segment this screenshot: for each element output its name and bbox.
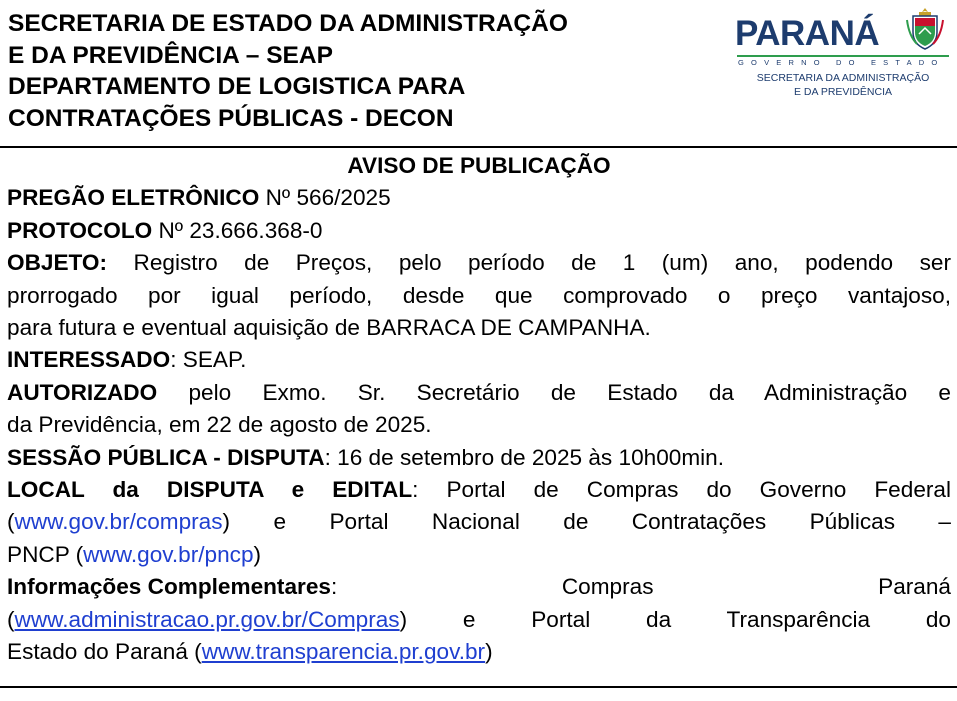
info-colon: : xyxy=(330,574,338,600)
interessado-value: : SEAP. xyxy=(170,347,247,373)
sessao-value: : 16 de setembro de 2025 às 10h00min. xyxy=(324,444,725,470)
info-line-3 xyxy=(7,636,951,668)
link-administracao-compras[interactable]: www.administracao.pr.gov.br/Compras xyxy=(14,606,400,632)
objeto-line-1 xyxy=(7,247,951,279)
parana-logo xyxy=(735,6,950,106)
link-gov-pncp[interactable]: www.gov.br/pncp xyxy=(83,541,254,567)
local-line-2 xyxy=(7,506,951,538)
logo-secretaria-line-1: SECRETARIA DA ADMINISTRAÇÃO xyxy=(756,72,930,84)
local-open-paren: ( xyxy=(7,509,15,535)
logo-wordmark: PARANÁ xyxy=(735,14,880,53)
info-label-group xyxy=(7,571,337,603)
notice-title: AVISO DE PUBLICAÇÃO xyxy=(347,153,611,178)
info-open-paren: ( xyxy=(7,606,15,632)
objeto-line-3: para futura e eventual aquisição de BARRACA DE CAMPANHA. xyxy=(7,315,651,341)
sessao-line xyxy=(7,442,951,474)
local-text-1: : Portal de Compras do Governo Federal xyxy=(412,477,951,503)
protocolo-line xyxy=(7,215,951,247)
link-gov-compras[interactable]: www.gov.br/compras xyxy=(14,509,223,535)
logo-subtitle: GOVERNO DO ESTADO xyxy=(738,58,945,67)
local-close-paren: ) xyxy=(253,541,262,567)
objeto-label: OBJETO: xyxy=(7,250,108,276)
info-word-compras: Compras xyxy=(561,574,654,600)
notice-body xyxy=(7,150,951,669)
header-title xyxy=(8,8,708,134)
info-text-2: ) e Portal da Transparência do xyxy=(399,606,951,632)
autorizado-line-2: da Previdência, em 22 de agosto de 2025. xyxy=(7,412,432,438)
interessado-line xyxy=(7,344,951,376)
autorizado-label: AUTORIZADO xyxy=(7,379,158,405)
header-title-line-1: SECRETARIA DE ESTADO DA ADMINISTRAÇÃO xyxy=(8,10,568,37)
local-label: LOCAL da DISPUTA e EDITAL xyxy=(7,477,413,503)
info-line-1 xyxy=(7,571,951,603)
info-text-3: Estado do Paraná ( xyxy=(7,639,202,665)
coat-of-arms-icon xyxy=(905,6,945,52)
pregao-value: Nº 566/2025 xyxy=(259,185,391,211)
header-title-line-4: CONTRATAÇÕES PÚBLICAS - DECON xyxy=(8,104,454,132)
protocolo-label: PROTOCOLO xyxy=(7,217,153,243)
header-title-line-2: E DA PREVIDÊNCIA – SEAP xyxy=(8,41,333,69)
interessado-label: INTERESSADO xyxy=(7,347,171,373)
logo-secretaria-line-2: E DA PREVIDÊNCIA xyxy=(793,86,893,98)
sessao-label: SESSÃO PÚBLICA - DISPUTA xyxy=(7,444,325,470)
info-label: Informações Complementares xyxy=(7,574,331,600)
autorizado-text-1: pelo Exmo. Sr. Secretário de Estado da Administração e xyxy=(157,379,951,405)
footer-divider xyxy=(0,686,957,688)
local-line-3 xyxy=(7,539,951,571)
logo-divider xyxy=(737,55,949,57)
header-title-line-3: DEPARTAMENTO DE LOGISTICA PARA xyxy=(8,73,466,100)
pregao-label: PREGÃO ELETRÔNICO xyxy=(7,185,260,211)
info-word-parana: Paraná xyxy=(878,574,951,600)
info-close-paren: ) xyxy=(485,639,493,665)
info-line-2 xyxy=(7,604,951,636)
document-header xyxy=(0,0,957,146)
objeto-text-1: Registro de Preços, pelo período de 1 (um) ano, podendo ser xyxy=(107,250,951,276)
autorizado-line-1 xyxy=(7,377,951,409)
objeto-line-2: prorrogado por igual período, desde que comprovado o preço vantajoso, xyxy=(7,282,951,308)
link-transparencia[interactable]: www.transparencia.pr.gov.br xyxy=(201,639,486,665)
local-text-3: PNCP ( xyxy=(7,541,84,567)
header-divider xyxy=(0,146,957,148)
pregao-line xyxy=(7,182,951,214)
local-text-2: ) e Portal Nacional de Contratações Públicas – xyxy=(222,509,951,535)
protocolo-value: Nº 23.666.368-0 xyxy=(152,217,323,243)
local-line-1 xyxy=(7,474,951,506)
